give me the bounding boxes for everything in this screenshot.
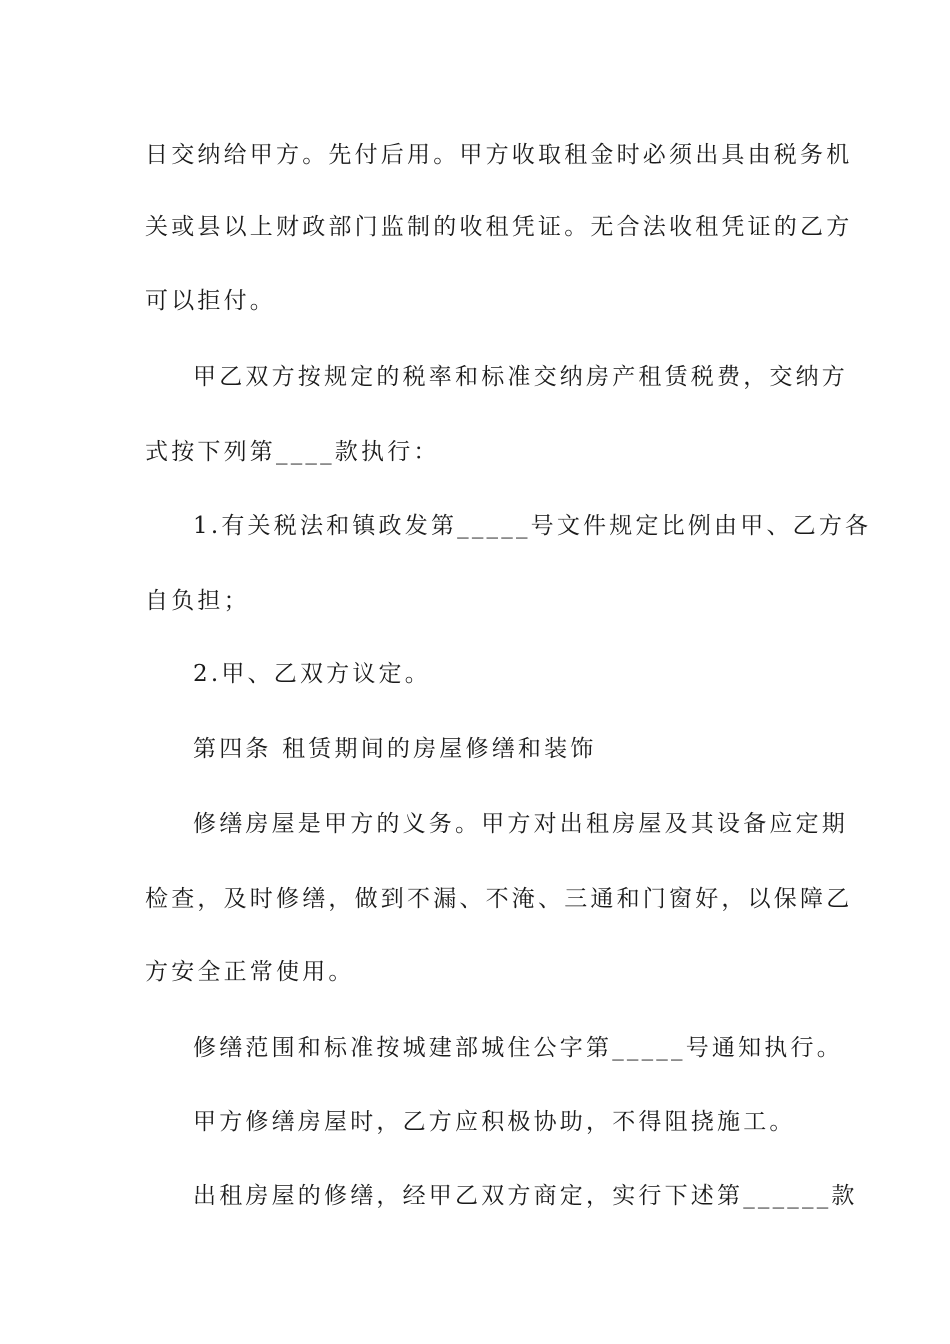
text-line: 式按下列第____款执行： [145,439,440,465]
text-line: 关或县以上财政部门监制的收租凭证。无合法收租凭证的乙方 [145,214,853,240]
text-line: 甲乙双方按规定的税率和标准交纳房产租赁税费，交纳方 [193,364,848,390]
text-line: 日交纳给甲方。先付后用。甲方收取租金时必须出具由税务机 [145,142,853,168]
text-line: 1.有关税法和镇政发第_____号文件规定比例由甲、乙方各 [193,513,872,539]
text-line: 可以拒付。 [145,288,276,314]
text-line: 甲方修缮房屋时，乙方应积极协助，不得阻挠施工。 [193,1109,796,1135]
text-line: 修缮范围和标准按城建部城住公字第_____号通知执行。 [193,1035,843,1061]
text-line: 出租房屋的修缮，经甲乙双方商定，实行下述第______款 [193,1183,858,1209]
text-line: 自负担； [145,588,250,614]
text-line: 2.甲、乙双方议定。 [193,661,431,687]
text-line: 修缮房屋是甲方的义务。甲方对出租房屋及其设备应定期 [193,811,848,837]
text-line: 检查，及时修缮，做到不漏、不淹、三通和门窗好，以保障乙 [145,886,853,912]
section-heading: 第四条 租赁期间的房屋修缮和装饰 [193,736,597,762]
text-line: 方安全正常使用。 [145,959,355,985]
